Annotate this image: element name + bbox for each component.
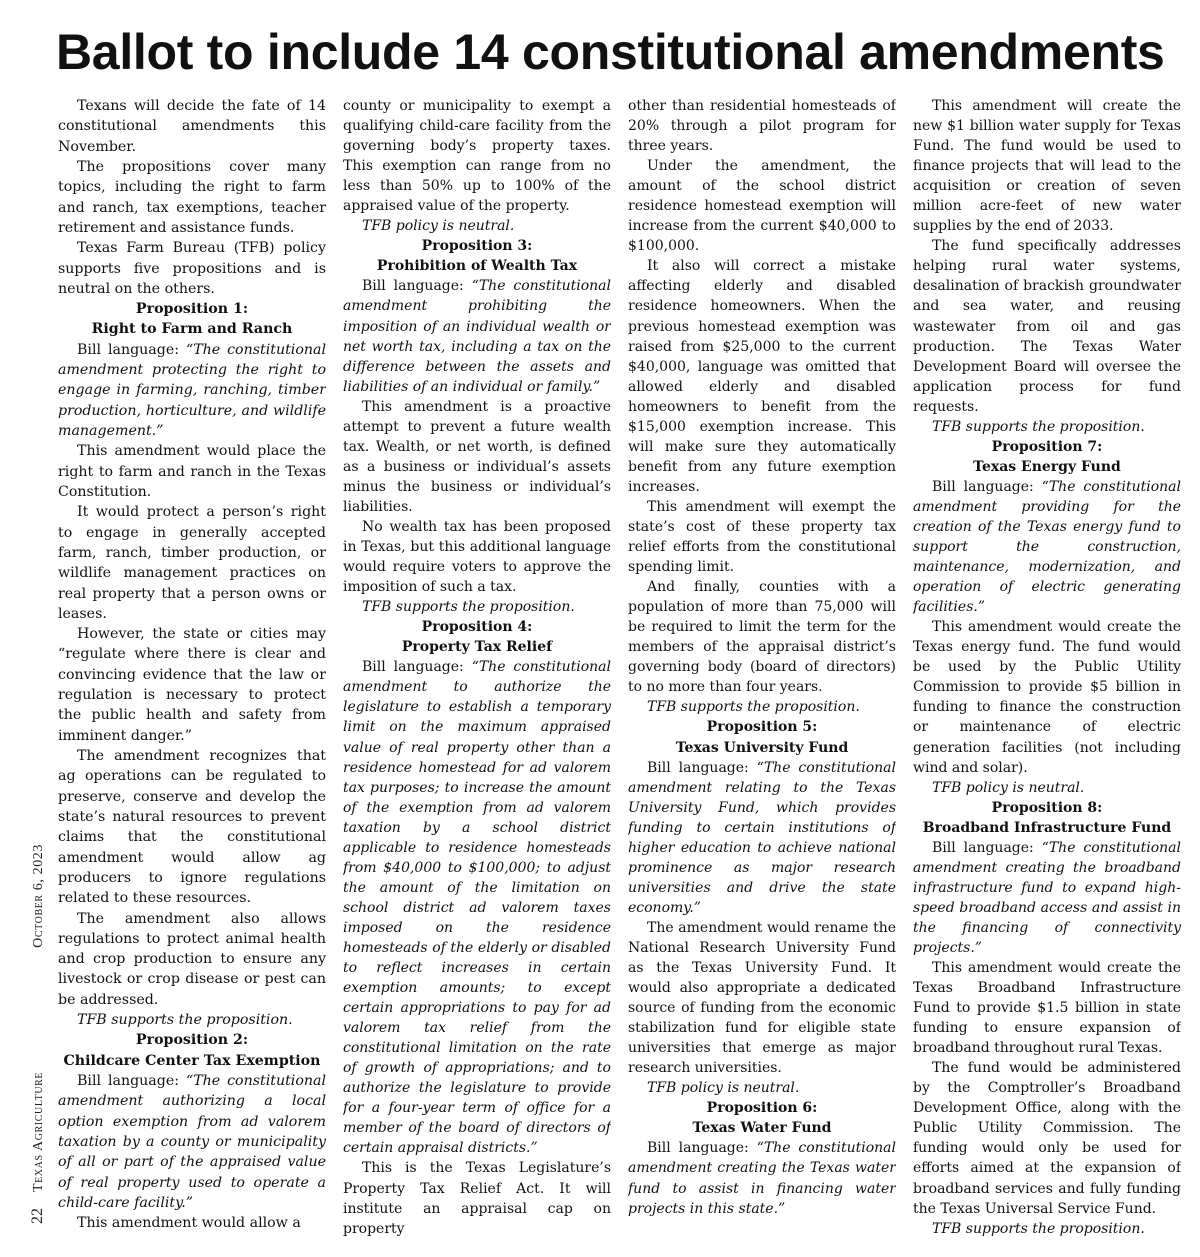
bill-language-lead: Bill language: <box>932 839 1042 856</box>
tfb-position: TFB policy is neutral. <box>362 218 515 235</box>
body-paragraph: It would protect a person’s right to engage in generally accepted farm, ranch, timber production, or wildlife management practices on real property that a person owns or leases. <box>58 504 326 622</box>
bill-language-quote: “The constitutional amendment authorizing a local option exemption from ad valorem taxation by a county or municipality of all or part of the appraised value of real property used to operate a child-care facility.” <box>58 1073 326 1211</box>
bill-language <box>343 276 611 396</box>
proposition-heading: Proposition 2: <box>135 1032 249 1049</box>
tfb-position: TFB supports the proposition. <box>932 418 1145 435</box>
proposition-heading: Proposition 6: <box>706 1100 818 1117</box>
bill-language-quote: “The constitutional amendment creating the broadband infrastructure fund to expand high-speed broadband access and assist in the financing of connectivity projects.” <box>913 839 1181 956</box>
article-column-3 <box>628 96 896 1241</box>
body-paragraph: This amendment would create the Texas energy fund. The fund would be used by the Public Utility Commission to provide $5 billion in funding to finance the construction or maintenance of electric generation facilities (not including wind and solar). <box>913 619 1181 776</box>
body-paragraph: This is the Texas Legislature’s Property Tax Relief Act. It will institute an appraisal cap on property <box>343 1160 611 1237</box>
bill-language-quote: “The constitutional amendment creating the Texas water fund to assist in financing water projects in this state.” <box>628 1140 896 1217</box>
body-paragraph: This amendment will exempt the state’s cost of these property tax relief efforts from the constitutional spending limit. <box>628 498 896 576</box>
tfb-position: TFB supports the proposition. <box>77 1012 293 1029</box>
bill-language-quote: “The constitutional amendment prohibiting the imposition of an individual wealth or net worth tax, including a tax on the difference between the assets and liabilities of an individual or family.” <box>343 278 611 395</box>
body-paragraph: This amendment will create the new $1 billion water supply for Texas Fund. The fund would be used to finance projects that will lead to the acquisition or creation of seven million acre-feet of new water supplies by the end of 2033. <box>913 98 1181 235</box>
bill-language-lead: Bill language: <box>362 659 472 676</box>
body-paragraph: The amendment recognizes that ag operations can be regulated to preserve, conserve and develop the state’s natural resources to prevent claims that the constitutional amendment would allow ag producers to ignore regulations related to these resources. <box>58 748 326 907</box>
proposition-heading: Right to Farm and Ranch <box>91 321 293 338</box>
bill-language <box>628 1138 896 1218</box>
article-column-1 <box>58 96 326 1241</box>
publication-name: Texas Agriculture <box>31 1071 46 1192</box>
body-paragraph: However, the state or cities may “regulate where there is clear and convincing evidence that the law or regulation is necessary to protect the public health and safety from imminent danger.” <box>58 626 326 744</box>
tfb-position: TFB supports the proposition. <box>647 699 860 716</box>
bill-language-lead: Bill language: <box>647 759 757 776</box>
proposition-heading: Proposition 5: <box>706 719 818 736</box>
bill-language-quote: “The constitutional amendment to authorize the legislature to establish a temporary limit on the maximum appraised value of real property other than a residence homestead for ad valorem tax purposes; to increase the amount of the exemption from ad valorem taxation by a school district applicable to residence homesteads from $40,000 to $100,000; to adjust the amount of the limitation on school district ad valorem taxes imposed on the residence homesteads of the elderly or disabled to reflect increases in certain exemption amounts; to except certain appropriations to pay for ad valorem tax relief from the constitutional limitation on the rate of growth of appropriations; and to authorize the legislature to provide for a four-year term of office for a member of the board of directors of certain appraisal districts.” <box>343 659 611 1157</box>
body-paragraph: This amendment would place the right to farm and ranch in the Texas Constitution. <box>58 443 326 500</box>
bill-language-quote: “The constitutional amendment relating to the Texas University Fund, which provides funding to certain institutions of higher education to achieve national prominence as major research universities and drive the state economy.” <box>628 759 896 916</box>
bill-language-lead: Bill language: <box>77 1073 186 1089</box>
proposition-heading: Proposition 7: <box>991 438 1103 455</box>
proposition-heading: Proposition 3: <box>421 238 533 255</box>
tfb-position: TFB supports the proposition. <box>932 1220 1145 1237</box>
proposition-heading: Prohibition of Wealth Tax <box>376 258 578 275</box>
bill-language-quote: “The constitutional amendment providing for the creation of the Texas energy fund to support the construction, maintenance, modernization, and operation of electric generating facilities.” <box>913 478 1181 616</box>
proposition-heading: Proposition 1: <box>135 301 249 318</box>
page-folio <box>26 843 50 1224</box>
proposition-heading: Texas Energy Fund <box>973 458 1121 475</box>
bill-language-lead: Bill language: <box>932 478 1042 495</box>
tfb-position: TFB policy is neutral. <box>932 779 1085 796</box>
body-paragraph: The amendment would rename the National Research University Fund as the Texas University Fund. It would also appropriate a dedicated source of funding from the economic stabilization fund for eligible state universities that emerge as major research universities. <box>628 919 896 1077</box>
proposition-heading: Childcare Center Tax Exemption <box>63 1052 321 1069</box>
article-column-4 <box>913 96 1181 1241</box>
body-paragraph: No wealth tax has been proposed in Texas, but this additional language would require voters to approve the imposition of such a tax. <box>343 518 611 596</box>
body-paragraph: Texans will decide the fate of 14 constitutional amendments this November. <box>58 98 326 155</box>
proposition-heading: Property Tax Relief <box>401 639 553 656</box>
issue-date: October 6, 2023 <box>31 843 46 948</box>
body-paragraph: The propositions cover many topics, including the right to farm and ranch, tax exemptions, teacher retirement and assistance funds. <box>58 158 326 236</box>
body-paragraph: This amendment would create the Texas Broadband Infrastructure Fund to provide $1.5 billion in state funding to ensure expansion of broadband throughout rural Texas. <box>913 960 1181 1057</box>
bill-language <box>58 1071 326 1213</box>
body-paragraph: Under the amendment, the amount of the school district residence homestead exemption will increase from the current $40,000 to $100,000. <box>628 158 896 255</box>
article-column-2 <box>343 96 611 1241</box>
tfb-position: TFB supports the proposition. <box>362 599 575 616</box>
bill-language-quote: “The constitutional amendment protecting the right to engage in farming, ranching, timber production, horticulture, and wildlife management.” <box>58 341 326 439</box>
bill-language-lead: Bill language: <box>647 1140 757 1157</box>
body-paragraph: county or municipality to exempt a qualifying child-care facility from the governing body’s property taxes. This exemption can range from no less than 50% up to 100% of the appraised value of the property. <box>343 98 611 215</box>
body-paragraph: The fund would be administered by the Comptroller’s Broadband Development Office, along with the Public Utility Commission. The funding would only be used for efforts aimed at the expansion of broadband services and fully funding the Texas Universal Service Fund. <box>913 1060 1181 1217</box>
tfb-position: TFB policy is neutral. <box>647 1080 800 1097</box>
bill-language <box>58 340 326 442</box>
bill-language-lead: Bill language: <box>362 278 472 295</box>
body-paragraph: Texas Farm Bureau (TFB) policy supports five propositions and is neutral on the others. <box>58 240 326 297</box>
body-paragraph: The fund specifically addresses helping rural water systems, desalination of brackish groundwater and sea water, and reusing wastewater from oil and gas production. The Texas Water Development Board will oversee the application process for fund requests. <box>913 238 1181 415</box>
bill-language <box>628 758 896 918</box>
bill-language-lead: Bill language: <box>77 341 186 358</box>
bill-language <box>343 657 611 1158</box>
body-paragraph: The amendment also allows regulations to protect animal health and crop production to ensure any livestock or crop disease or pest can be addressed. <box>58 910 326 1008</box>
proposition-heading: Broadband Infrastructure Fund <box>922 819 1172 836</box>
proposition-heading: Proposition 8: <box>991 799 1103 816</box>
proposition-heading: Texas Water Fund <box>692 1120 832 1137</box>
body-paragraph: And finally, counties with a population of more than 75,000 will be required to limit the term for the members of the appraisal district’s governing body (board of directors) to no more than four years. <box>628 579 896 696</box>
headline: Ballot to include 14 constitutional amendments <box>56 24 1165 80</box>
body-paragraph: It also will correct a mistake affecting elderly and disabled residence homeowners. When the previous homestead exemption was raised from $25,000 to the current $40,000, language was omitted that allowed elderly and disabled homeowners to benefit from the $15,000 exemption increase. This will make sure they automatically benefit from any future exemption increases. <box>628 258 896 495</box>
body-paragraph: This amendment would allow a <box>77 1215 301 1232</box>
body-paragraph: other than residential homesteads of 20% through a pilot program for three years. <box>628 98 896 155</box>
proposition-heading: Proposition 4: <box>421 619 533 636</box>
bill-language <box>913 838 1181 958</box>
proposition-heading: Texas University Fund <box>675 739 849 756</box>
body-paragraph: This amendment is a proactive attempt to prevent a future wealth tax. Wealth, or net worth, is defined as a business or individual’s assets minus the business or individual’s liabilities. <box>343 398 611 515</box>
bill-language <box>913 477 1181 617</box>
page-number: 22 <box>29 1208 46 1224</box>
